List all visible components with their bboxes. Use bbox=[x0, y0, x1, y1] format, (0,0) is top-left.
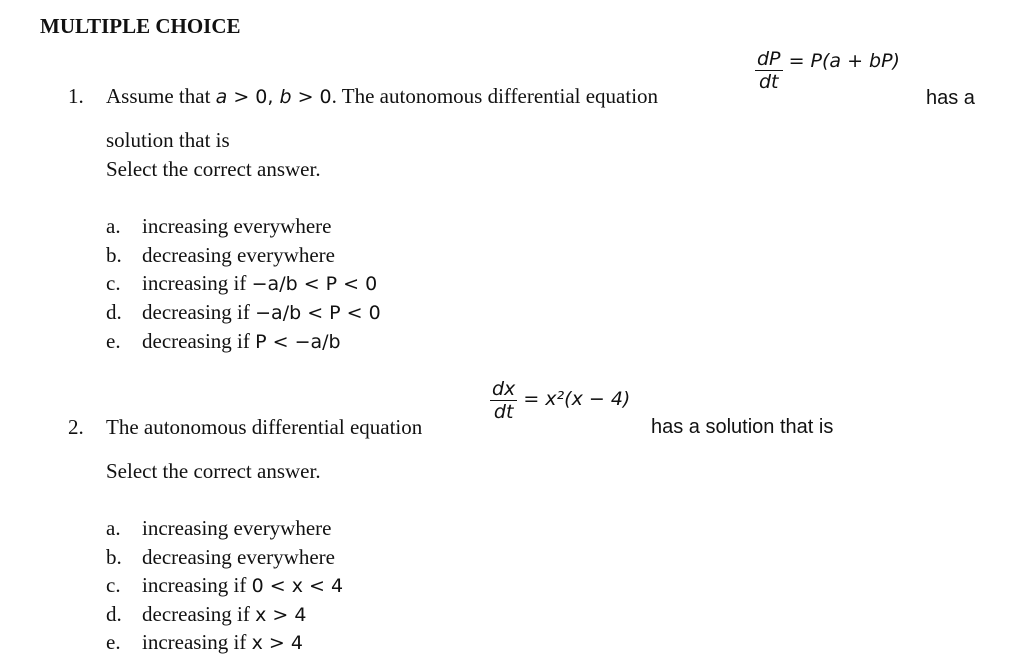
option-text: increasing if bbox=[142, 573, 252, 597]
q1-cond-a-var: a bbox=[215, 86, 228, 108]
q1-stem-line2: solution that is bbox=[106, 128, 230, 152]
option-math: 0 < x < 4 bbox=[251, 575, 344, 597]
q2-number: 2. bbox=[68, 415, 84, 439]
option-letter: a. bbox=[106, 516, 121, 540]
option-text: increasing if bbox=[142, 630, 252, 654]
q1-prompt: Select the correct answer. bbox=[106, 157, 321, 181]
option-text: decreasing everywhere bbox=[142, 243, 335, 267]
q2-option-c[interactable] bbox=[106, 572, 343, 599]
option-letter: c. bbox=[106, 271, 121, 295]
q2-derivative bbox=[490, 378, 517, 423]
q1-after: has a bbox=[926, 87, 975, 109]
q1-cond-b-var: b bbox=[279, 86, 292, 108]
q1-equation bbox=[755, 48, 900, 93]
option-letter: b. bbox=[106, 545, 122, 569]
q1-option-b[interactable] bbox=[106, 242, 335, 268]
q2-option-a[interactable] bbox=[106, 515, 331, 541]
q2-option-d[interactable] bbox=[106, 601, 306, 628]
q2-intro: The autonomous differential equation bbox=[106, 415, 423, 439]
q1-mid: . The autonomous differential equation bbox=[331, 84, 659, 108]
option-letter: b. bbox=[106, 243, 122, 267]
option-letter: d. bbox=[106, 300, 122, 324]
q1-option-d[interactable] bbox=[106, 299, 381, 326]
option-text: increasing everywhere bbox=[142, 516, 332, 540]
q1-derivative bbox=[755, 48, 783, 93]
q2-after: has a solution that is bbox=[651, 416, 834, 438]
option-letter: a. bbox=[106, 214, 121, 238]
option-math: P < −a/b bbox=[255, 331, 341, 353]
option-math: x > 4 bbox=[251, 632, 303, 654]
q2-frac-den: dt bbox=[493, 401, 514, 423]
section-heading: MULTIPLE CHOICE bbox=[40, 14, 241, 38]
q1-option-a[interactable] bbox=[106, 213, 331, 239]
q1-frac-num: dP bbox=[757, 48, 781, 70]
q1-rhs: = P(a + bP) bbox=[782, 49, 900, 72]
option-text: decreasing if bbox=[142, 602, 256, 626]
option-letter: e. bbox=[106, 329, 121, 353]
q1-cond-a: > 0, bbox=[227, 86, 280, 108]
option-letter: c. bbox=[106, 573, 121, 597]
q2-frac-num: dx bbox=[492, 378, 516, 400]
option-math: x > 4 bbox=[255, 604, 307, 626]
q2-option-b[interactable] bbox=[106, 544, 335, 570]
q1-stem-line1 bbox=[106, 83, 658, 109]
option-math: −a/b < P < 0 bbox=[251, 273, 378, 295]
q1-intro: Assume that bbox=[106, 84, 211, 108]
q1-cond-b: > 0 bbox=[291, 86, 332, 108]
q1-frac-den: dt bbox=[759, 71, 779, 93]
q1-option-c[interactable] bbox=[106, 270, 377, 297]
option-letter: d. bbox=[106, 602, 122, 626]
q1-number: 1. bbox=[68, 84, 84, 108]
option-text: decreasing if bbox=[142, 329, 256, 353]
option-text: decreasing everywhere bbox=[142, 545, 335, 569]
option-text: increasing everywhere bbox=[142, 214, 332, 238]
q2-equation bbox=[490, 378, 630, 423]
option-text: decreasing if bbox=[142, 300, 256, 324]
q1-option-e[interactable] bbox=[106, 328, 341, 355]
q2-option-e[interactable] bbox=[106, 629, 303, 656]
option-letter: e. bbox=[106, 630, 121, 654]
q2-prompt: Select the correct answer. bbox=[106, 459, 321, 483]
option-text: increasing if bbox=[142, 271, 252, 295]
q2-rhs: = x²(x − 4) bbox=[517, 387, 631, 410]
option-math: −a/b < P < 0 bbox=[255, 302, 381, 324]
